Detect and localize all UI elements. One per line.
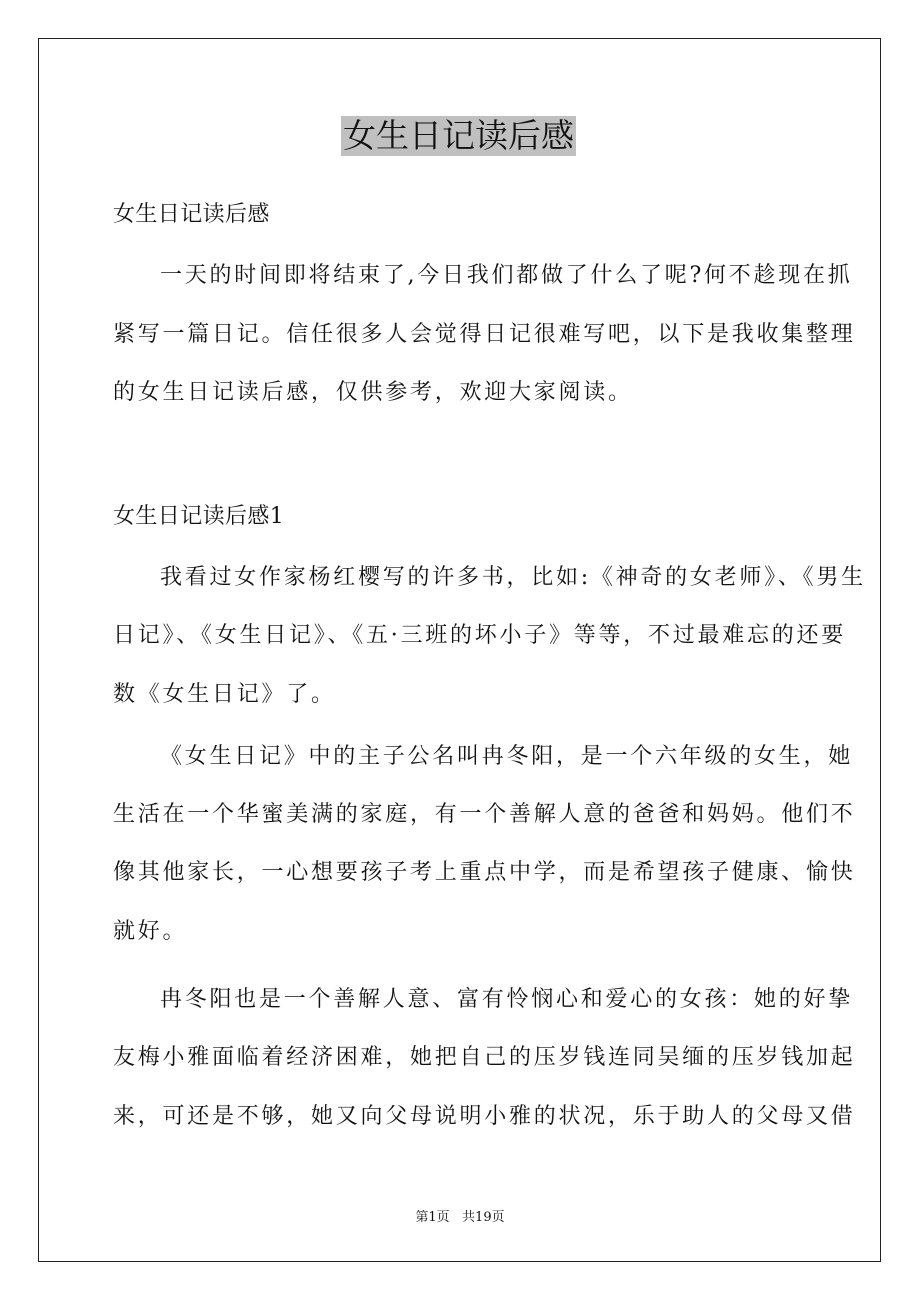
document-title: 女生日记读后感: [343, 116, 574, 155]
paragraph-line: 日记》、《女生日记》、《五·三班的坏小子》等等，不过最难忘的还要: [113, 623, 846, 648]
paragraph-line: 的女生日记读后感，仅供参考，欢迎大家阅读。: [113, 380, 633, 405]
paragraph-line: 《女生日记》中的主子公名叫冉冬阳，是一个六年级的女生，她: [160, 744, 854, 769]
page-footer: 第1页 共19页: [415, 1210, 505, 1225]
paragraph-line: 生活在一个华蜜美满的家庭，有一个善解人意的爸爸和妈妈。他们不: [113, 802, 856, 827]
paragraph-line: 像其他家长，一心想要孩子考上重点中学，而是希望孩子健康、愉快: [113, 860, 856, 885]
section-heading-1: 女生日记读后感1: [113, 504, 285, 529]
section-heading-intro: 女生日记读后感: [113, 202, 270, 227]
paragraph-line: 紧写一篇日记。信任很多人会觉得日记很难写吧，以下是我收集整理: [113, 322, 856, 347]
paragraph-line: 就好。: [113, 919, 188, 944]
paragraph-line: 来，可还是不够，她又向父母说明小雅的状况，乐于助人的父母又借: [113, 1104, 856, 1129]
paragraph-line: 友梅小雅面临着经济困难，她把自己的压岁钱连同吴缅的压岁钱加起: [113, 1045, 856, 1070]
paragraph-line: 冉冬阳也是一个善解人意、富有怜悯心和爱心的女孩：她的好挚: [160, 987, 854, 1012]
paragraph-line: 一天的时间即将结束了,今日我们都做了什么了呢?何不趁现在抓: [160, 263, 853, 288]
paragraph-line: 数《女生日记》了。: [113, 682, 336, 707]
paragraph-line: 我看过女作家杨红樱写的许多书，比如:《神奇的女老师》、《男生: [160, 565, 866, 590]
